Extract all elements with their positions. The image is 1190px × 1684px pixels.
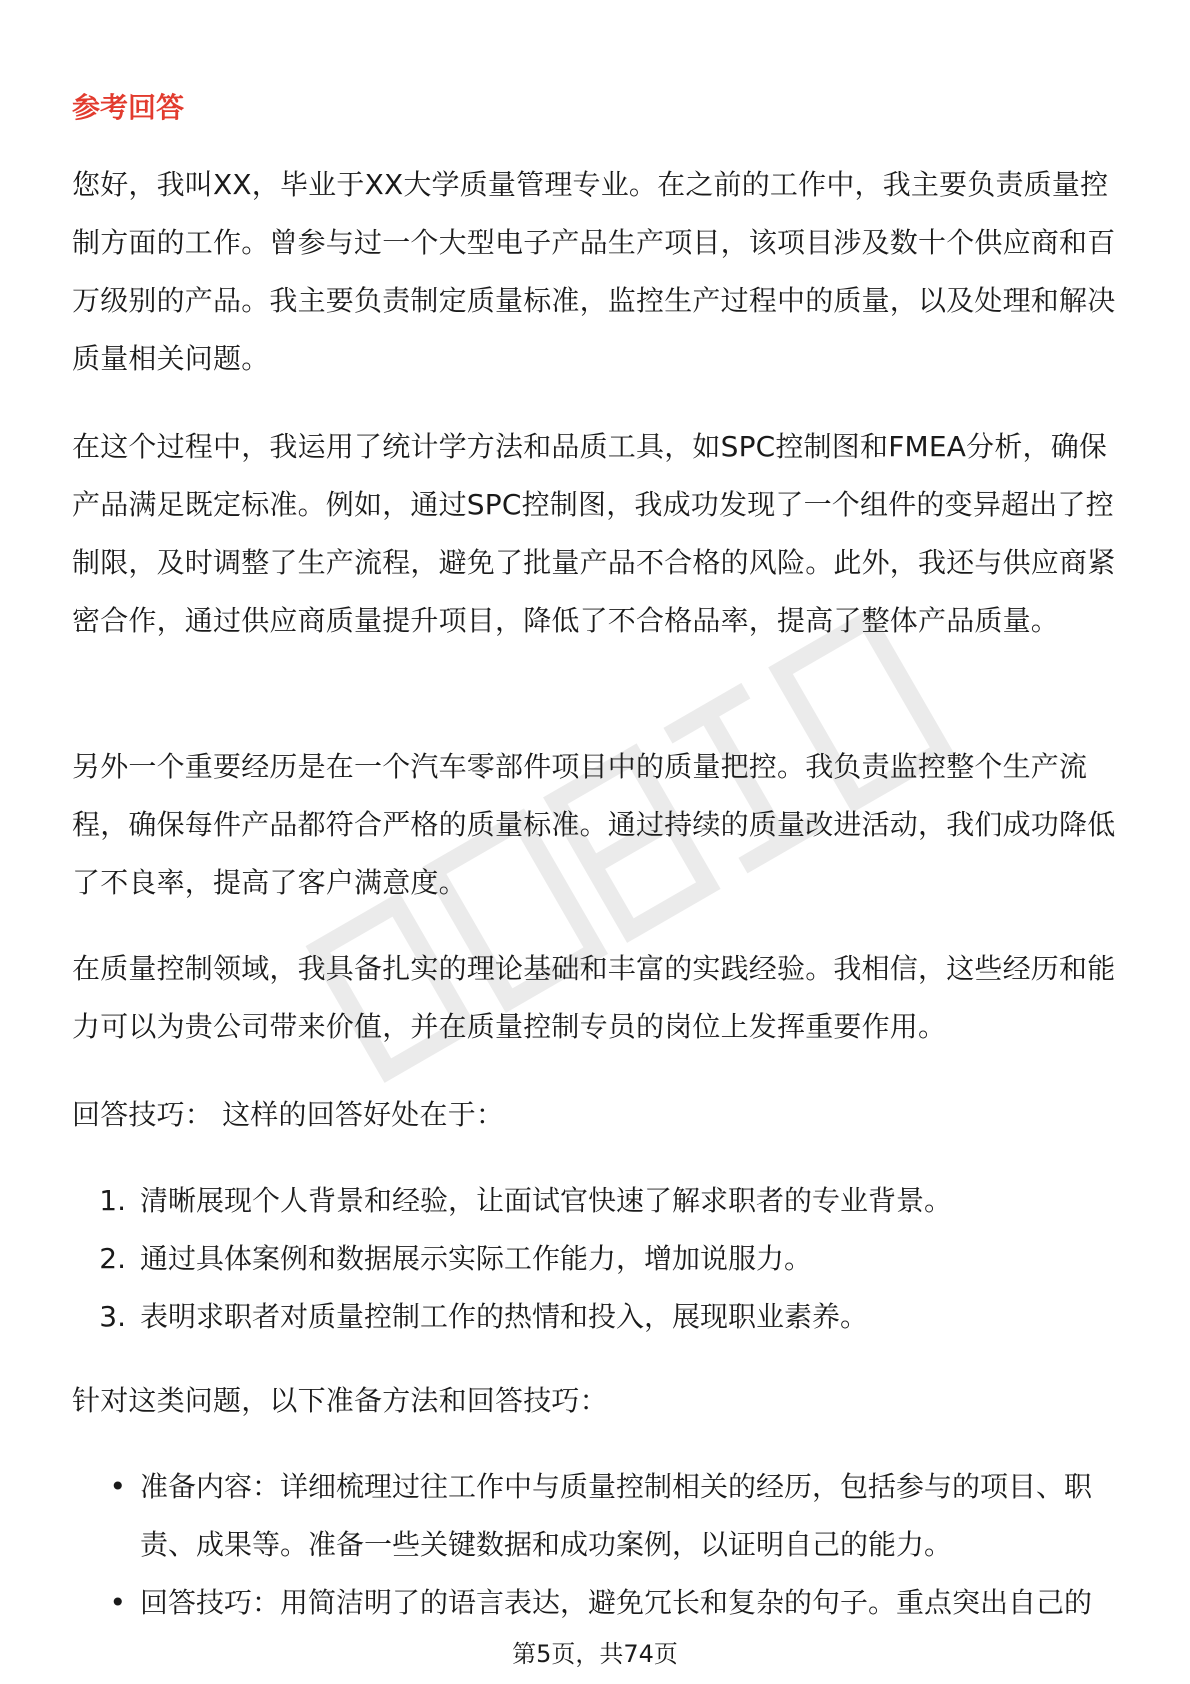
list-item-text: 准备内容：详细梳理过往工作中与质量控制相关的经历，包括参与的项目、职责、成果等。准备一些关键数据和成功案例，以证明自己的能力。 bbox=[140, 1470, 1093, 1561]
bullet-icon: • bbox=[109, 1470, 126, 1503]
list-item bbox=[72, 1172, 1122, 1230]
page-footer: 第5页，共74页 bbox=[512, 1640, 678, 1668]
list-item-text: 回答技巧：用简洁明了的语言表达，避免冗长和复杂的句子。重点突出自己的 bbox=[140, 1586, 1093, 1619]
answer-paragraph-1: 您好，我叫XX，毕业于XX大学质量管理专业。在之前的工作中，我主要负责质量控制方面的工作。曾参与过一个大型电子产品生产项目，该项目涉及数十个供应商和百万级别的产品。我主要负责制定质量标准，监控生产过程中的质量，以及处理和解决质量相关问题。 bbox=[72, 168, 1116, 375]
list-item bbox=[72, 1458, 1122, 1574]
tips-list bbox=[72, 1458, 1122, 1632]
list-item bbox=[72, 1574, 1122, 1632]
benefits-list bbox=[72, 1172, 1122, 1346]
list-number: 3. bbox=[99, 1300, 126, 1333]
list-item-text: 清晰展现个人背景和经验，让面试官快速了解求职者的专业背景。 bbox=[140, 1184, 953, 1217]
answer-paragraph-4: 在质量控制领域，我具备扎实的理论基础和丰富的实践经验。我相信，这些经历和能力可以为贵公司带来价值，并在质量控制专员的岗位上发挥重要作用。 bbox=[72, 952, 1116, 1043]
answer-paragraph-3: 另外一个重要经历是在一个汽车零部件项目中的质量把控。我负责监控整个生产流程，确保每件产品都符合严格的质量标准。通过持续的质量改进活动，我们成功降低了不良率，提高了客户满意度。 bbox=[72, 750, 1116, 899]
answer-heading: 参考回答 bbox=[72, 91, 185, 124]
answer-paragraph-2: 在这个过程中，我运用了统计学方法和品质工具，如SPC控制图和FMEA分析，确保产品满足既定标准。例如，通过SPC控制图，我成功发现了一个组件的变异超出了控制限，及时调整了生产流程，避免了批量产品不合格的风险。此外，我还与供应商紧密合作，通过供应商质量提升项目，降低了不合格品率，提高了整体产品质量。 bbox=[72, 430, 1116, 637]
list-item-text: 通过具体案例和数据展示实际工作能力，增加说服力。 bbox=[140, 1242, 813, 1275]
list-item bbox=[72, 1230, 1122, 1288]
preparation-intro: 针对这类问题，以下准备方法和回答技巧： bbox=[72, 1384, 608, 1417]
list-number: 2. bbox=[99, 1242, 126, 1275]
list-number: 1. bbox=[99, 1184, 126, 1217]
tips-intro: 回答技巧： 这样的回答好处在于： bbox=[72, 1098, 505, 1131]
bullet-icon: • bbox=[109, 1586, 126, 1619]
list-item-text: 表明求职者对质量控制工作的热情和投入，展现职业素养。 bbox=[140, 1300, 869, 1333]
list-item bbox=[72, 1288, 1122, 1346]
